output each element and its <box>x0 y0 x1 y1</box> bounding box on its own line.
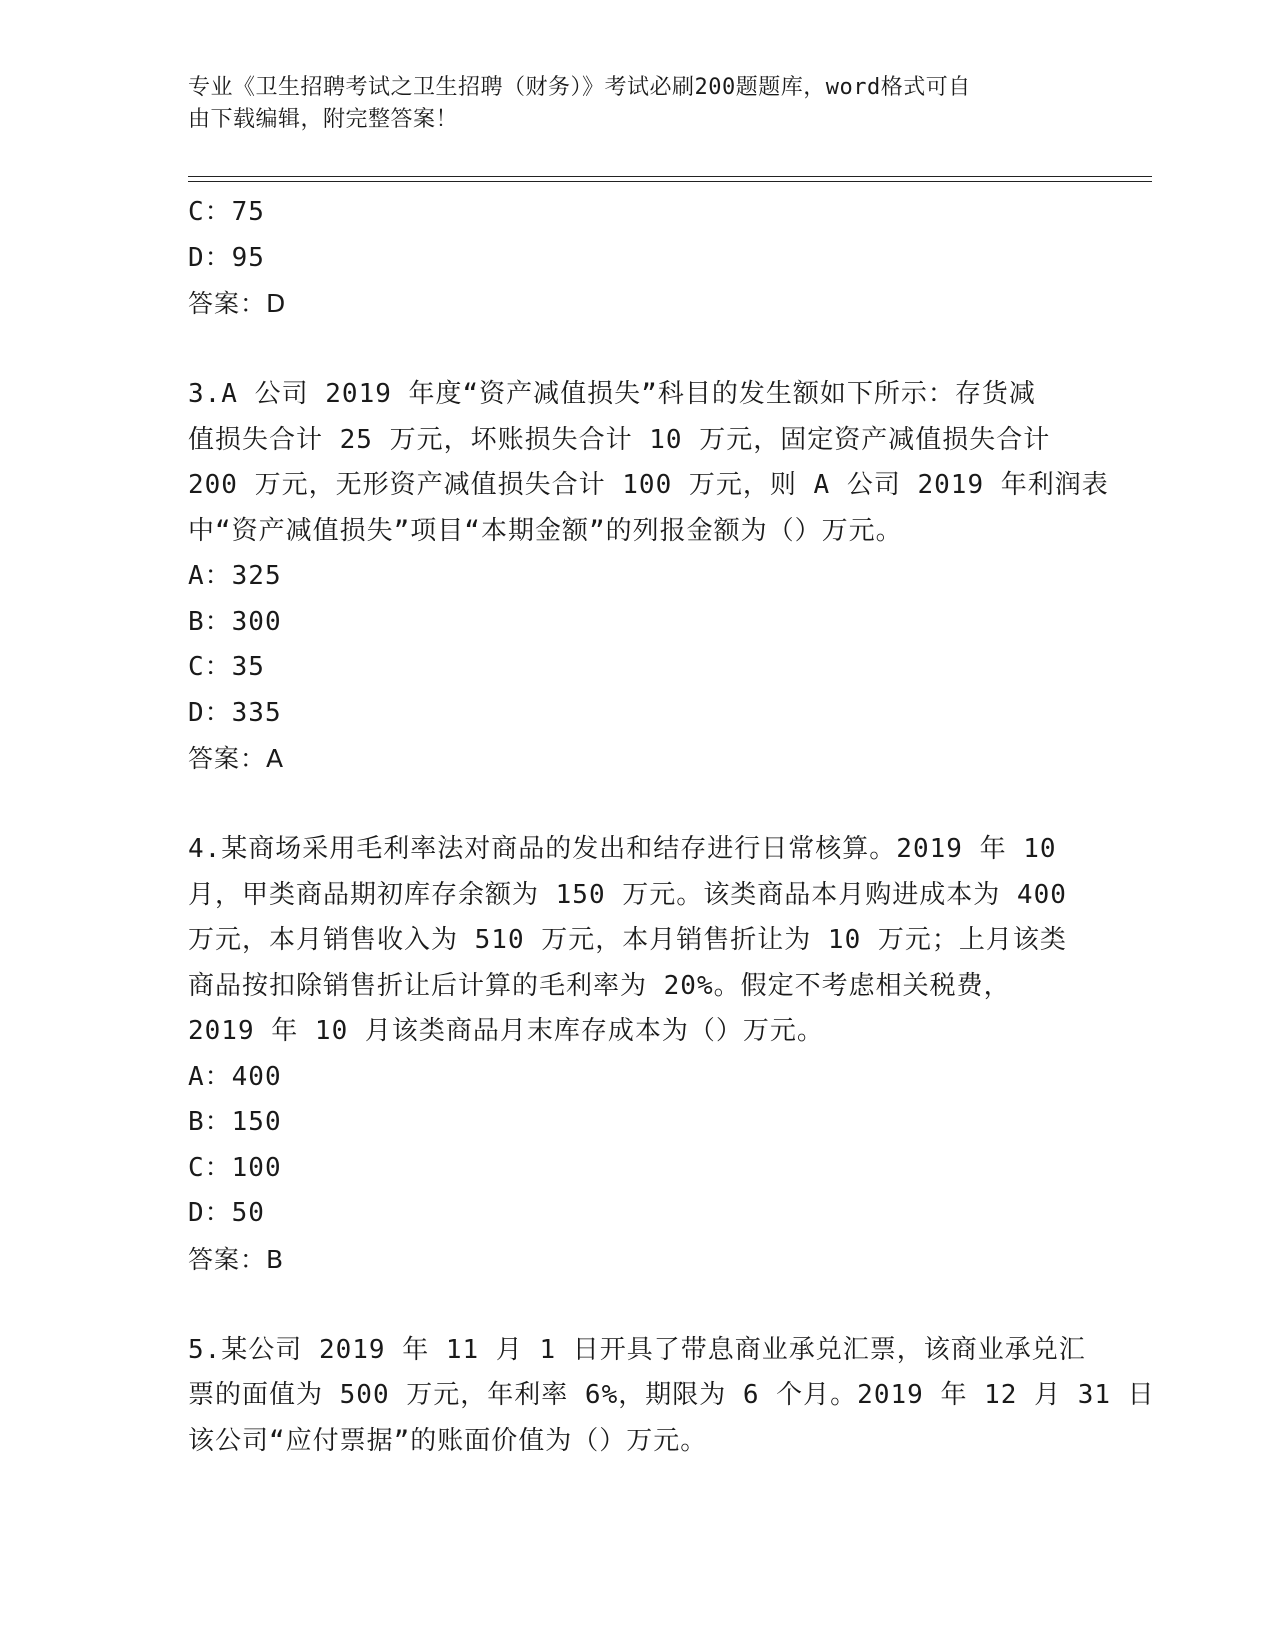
answer-line: 答案：B <box>188 1244 285 1274</box>
question-text-line: 万元，本月销售收入为 510 万元，本月销售折让为 10 万元；上月该类 <box>188 925 1067 955</box>
option-d: D：50 <box>188 1198 265 1228</box>
question-block-3 <box>188 372 1109 782</box>
question-text-line: 月，甲类商品期初库存余额为 150 万元。该类商品本月购进成本为 400 <box>188 879 1067 910</box>
header-title-line-1: 专业《卫生招聘考试之卫生招聘（财务）》考试必刷200题题库，word格式可自 <box>188 75 971 100</box>
option-a: A：325 <box>188 561 282 591</box>
option-d: D：95 <box>188 242 265 273</box>
question-text-line: 5.某公司 2019 年 11 月 1 日开具了带息商业承兑汇票，该商业承兑汇 <box>188 1334 1086 1365</box>
question-text-line: 商品按扣除销售折让后计算的毛利率为 20%。假定不考虑相关税费， <box>188 970 1011 1001</box>
question-block-5 <box>188 1328 1155 1465</box>
question-text-line: 200 万元，无形资产减值损失合计 100 万元，则 A 公司 2019 年利润表 <box>188 470 1109 500</box>
option-a: A：400 <box>188 1061 282 1092</box>
question-text-line: 票的面值为 500 万元，年利率 6%，期限为 6 个月。2019 年 12 月 31 日 <box>188 1380 1155 1410</box>
answer-line: 答案：D <box>188 289 287 318</box>
question-block-4 <box>188 827 1088 1282</box>
header-divider-bottom <box>188 181 1152 182</box>
question-text-line: 中“资产减值损失”项目“本期金额”的列报金额为（）万元。 <box>188 515 903 546</box>
question-text-line: 值损失合计 25 万元，坏账损失合计 10 万元，固定资产减值损失合计 <box>188 424 1051 455</box>
question-block-2 <box>188 190 1088 327</box>
question-text-line: 2019 年 10 月该类商品月末库存成本为（）万元。 <box>188 1016 824 1046</box>
question-text-line: 该公司“应付票据”的账面价值为（）万元。 <box>188 1425 708 1456</box>
option-b: B：150 <box>188 1107 282 1137</box>
option-c: C：35 <box>188 652 265 682</box>
header-divider-top <box>188 176 1152 177</box>
option-d: D：335 <box>188 697 282 728</box>
option-c: C：100 <box>188 1152 282 1183</box>
option-c: C：75 <box>188 197 265 227</box>
spacer <box>188 327 1088 373</box>
option-b: B：300 <box>188 606 282 637</box>
question-list <box>188 190 1155 1464</box>
header-title-line-2: 由下载编辑，附完整答案！ <box>188 107 459 132</box>
question-text-line: 4.某商场采用毛利率法对商品的发出和结存进行日常核算。2019 年 10 <box>188 834 1057 864</box>
spacer <box>188 1282 1088 1328</box>
document-header <box>188 72 1068 136</box>
question-text-line: 3.A 公司 2019 年度“资产减值损失”科目的发生额如下所示：存货减 <box>188 379 1036 409</box>
answer-line: 答案：A <box>188 744 285 773</box>
spacer <box>188 782 1088 828</box>
